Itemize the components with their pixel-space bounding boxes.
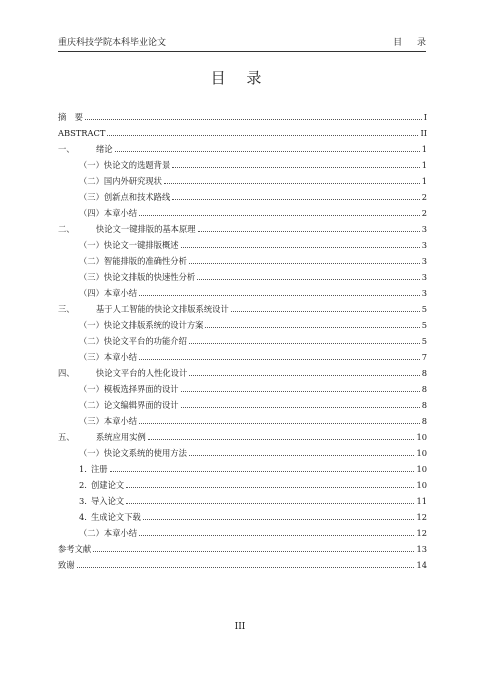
toc-entry-page: 12 xyxy=(416,512,427,522)
toc-entry-title: 基于人工智能的快论文排版系统设计 xyxy=(96,304,229,314)
dot-leader xyxy=(139,535,414,536)
toc-entry-number: 一、 xyxy=(58,144,75,154)
toc-entry[interactable] xyxy=(58,234,427,250)
dot-leader xyxy=(93,551,414,552)
running-header xyxy=(58,35,432,52)
toc-entry-number: 四、 xyxy=(58,368,75,378)
toc-entry-title: 摘 要 xyxy=(58,112,83,122)
toc-entry[interactable] xyxy=(58,298,427,314)
toc-entry-page: 5 xyxy=(421,320,427,330)
toc-entry-title: （三）创新点和技术路线 xyxy=(79,192,171,202)
toc-entry-label xyxy=(79,448,187,458)
dot-leader xyxy=(126,487,414,488)
toc-entry-page: 11 xyxy=(416,496,427,506)
page-title: 目 录 xyxy=(210,69,270,87)
dot-leader xyxy=(126,503,414,504)
dot-leader xyxy=(189,375,419,376)
dot-leader xyxy=(115,151,420,152)
toc-entry-page: 8 xyxy=(421,368,427,378)
toc-entry-title: （四）本章小结 xyxy=(79,288,138,298)
dot-leader xyxy=(77,567,415,568)
toc-entry-title: （二）论文编辑界面的设计 xyxy=(79,400,179,410)
toc-entry[interactable] xyxy=(58,378,427,394)
toc-entry-number: 五、 xyxy=(58,432,75,442)
dot-leader xyxy=(231,311,420,312)
toc-entry-label xyxy=(58,432,146,442)
dot-leader xyxy=(205,327,419,328)
table-of-contents xyxy=(58,106,427,570)
toc-entry[interactable] xyxy=(58,266,427,282)
toc-entry-title: 参考文献 xyxy=(58,544,92,554)
toc-entry[interactable] xyxy=(58,106,427,122)
toc-entry[interactable] xyxy=(58,138,427,154)
toc-entry[interactable] xyxy=(58,394,427,410)
toc-entry-page: 13 xyxy=(416,544,427,554)
toc-entry-title: （二）本章小结 xyxy=(79,528,138,538)
toc-entry[interactable] xyxy=(58,202,427,218)
toc-entry-title: （三）本章小结 xyxy=(79,352,138,362)
toc-entry-label xyxy=(58,544,91,554)
toc-entry-title: （一）快论文的选题背景 xyxy=(79,160,171,170)
toc-entry-title: 致谢 xyxy=(58,560,75,570)
dot-leader xyxy=(197,279,420,280)
toc-entry-label xyxy=(79,208,137,218)
toc-entry-page: 5 xyxy=(421,336,427,346)
toc-entry[interactable] xyxy=(58,186,427,202)
toc-entry-page: 8 xyxy=(421,400,427,410)
toc-entry-label xyxy=(58,112,83,122)
toc-entry[interactable] xyxy=(58,330,427,346)
toc-entry-label xyxy=(58,144,113,154)
toc-entry-label xyxy=(79,384,179,394)
toc-entry-page: 3 xyxy=(421,288,427,298)
toc-entry-number: 3. xyxy=(79,496,87,506)
toc-entry-label xyxy=(58,560,75,570)
toc-entry-title: （三）本章小结 xyxy=(79,416,138,426)
toc-entry[interactable] xyxy=(58,250,427,266)
toc-entry-page: II xyxy=(420,128,427,138)
toc-entry-title: 快论文一键排版的基本原理 xyxy=(96,224,196,234)
toc-entry-label xyxy=(79,480,124,490)
header-section-title: 目 录 xyxy=(393,38,432,48)
toc-entry-page: 3 xyxy=(421,224,427,234)
toc-entry-title: 生成论文下载 xyxy=(91,512,141,522)
dot-leader xyxy=(85,119,422,120)
toc-entry-page: 2 xyxy=(421,208,427,218)
toc-entry[interactable] xyxy=(58,506,427,522)
dot-leader xyxy=(107,135,418,136)
dot-leader xyxy=(189,455,415,456)
dot-leader xyxy=(181,391,420,392)
toc-entry[interactable] xyxy=(58,362,427,378)
toc-entry-label xyxy=(79,288,137,298)
toc-entry-page: 1 xyxy=(421,160,427,170)
toc-entry[interactable] xyxy=(58,218,427,234)
toc-entry-page: 10 xyxy=(416,480,427,490)
toc-entry[interactable] xyxy=(58,346,427,362)
toc-entry-page: 1 xyxy=(421,144,427,154)
toc-entry[interactable] xyxy=(58,458,427,474)
dot-leader xyxy=(198,231,420,232)
dot-leader xyxy=(172,167,419,168)
toc-entry-page: 3 xyxy=(421,272,427,282)
dot-leader xyxy=(139,215,420,216)
toc-entry-number: 2. xyxy=(79,480,87,490)
toc-entry[interactable] xyxy=(58,154,427,170)
toc-entry-page: I xyxy=(423,112,427,122)
toc-entry[interactable] xyxy=(58,410,427,426)
dot-leader xyxy=(139,295,420,296)
dot-leader xyxy=(148,439,415,440)
toc-entry-page: 10 xyxy=(416,464,427,474)
toc-entry-number: 二、 xyxy=(58,224,75,234)
toc-entry-label xyxy=(79,464,108,474)
toc-entry[interactable] xyxy=(58,522,427,538)
toc-entry-page: 10 xyxy=(416,448,427,458)
toc-entry-label xyxy=(58,368,187,378)
toc-entry-page: 1 xyxy=(421,176,427,186)
toc-entry-page: 3 xyxy=(421,240,427,250)
toc-entry-number: 三、 xyxy=(58,304,75,314)
dot-leader xyxy=(110,471,415,472)
toc-entry[interactable] xyxy=(58,314,427,330)
toc-entry-page: 8 xyxy=(421,416,427,426)
toc-entry-number: 1. xyxy=(79,464,87,474)
toc-entry-title: 快论文平台的人性化设计 xyxy=(96,368,188,378)
toc-entry[interactable] xyxy=(58,442,427,458)
toc-entry[interactable] xyxy=(58,122,427,138)
toc-entry-page: 8 xyxy=(421,384,427,394)
toc-entry-page: 2 xyxy=(421,192,427,202)
dot-leader xyxy=(181,407,420,408)
page-number: III xyxy=(234,622,246,632)
toc-entry-title: （三）快论文排版的快速性分析 xyxy=(79,272,196,282)
toc-entry[interactable] xyxy=(58,170,427,186)
toc-entry-title: 绪论 xyxy=(96,144,113,154)
dot-leader xyxy=(172,199,419,200)
dot-leader xyxy=(164,183,420,184)
toc-entry-label xyxy=(79,320,203,330)
toc-entry-label xyxy=(79,192,170,202)
toc-entry-page: 7 xyxy=(421,352,427,362)
dot-leader xyxy=(139,359,420,360)
toc-entry-title: 注册 xyxy=(91,464,108,474)
toc-entry-label xyxy=(79,240,179,250)
toc-entry[interactable] xyxy=(58,490,427,506)
toc-entry-title: ABSTRACT xyxy=(58,128,106,138)
toc-entry[interactable] xyxy=(58,282,427,298)
toc-entry-label xyxy=(79,160,170,170)
toc-entry-title: （一）快论文一键排版概述 xyxy=(79,240,179,250)
dot-leader xyxy=(189,343,420,344)
toc-entry-label xyxy=(58,224,196,234)
toc-entry-label xyxy=(79,176,162,186)
toc-entry-label xyxy=(79,272,195,282)
dot-leader xyxy=(189,263,420,264)
toc-entry-title: （一）快论文系统的使用方法 xyxy=(79,448,187,458)
toc-entry-label xyxy=(58,128,105,138)
toc-entry-label xyxy=(79,352,137,362)
toc-entry-label xyxy=(79,400,179,410)
toc-entry-number: 4. xyxy=(79,512,87,522)
toc-entry-page: 5 xyxy=(421,304,427,314)
toc-entry-title: （二）国内外研究现状 xyxy=(79,176,162,186)
toc-entry[interactable] xyxy=(58,426,427,442)
toc-entry-title: （二）快论文平台的功能介绍 xyxy=(79,336,187,346)
header-school-title: 重庆科技学院本科毕业论文 xyxy=(58,38,167,48)
toc-entry-page: 14 xyxy=(416,560,427,570)
toc-entry-title: （二）智能排版的准确性分析 xyxy=(79,256,187,266)
toc-entry[interactable] xyxy=(58,474,427,490)
dot-leader xyxy=(139,423,420,424)
dot-leader xyxy=(181,247,420,248)
toc-entry-label xyxy=(79,416,137,426)
toc-entry-page: 12 xyxy=(416,528,427,538)
toc-entry-label xyxy=(79,336,187,346)
toc-entry-label xyxy=(58,304,229,314)
toc-entry-label xyxy=(79,512,141,522)
toc-entry-label xyxy=(79,528,137,538)
dot-leader xyxy=(143,519,415,520)
toc-entry-page: 10 xyxy=(416,432,427,442)
toc-entry-title: 导入论文 xyxy=(91,496,125,506)
toc-entry-title: （四）本章小结 xyxy=(79,208,138,218)
toc-entry-label xyxy=(79,256,187,266)
toc-entry[interactable] xyxy=(58,538,427,554)
toc-entry-title: 创建论文 xyxy=(91,480,125,490)
toc-entry[interactable] xyxy=(58,554,427,570)
toc-entry-title: （一）模板选择界面的设计 xyxy=(79,384,179,394)
toc-entry-title: （一）快论文排版系统的设计方案 xyxy=(79,320,204,330)
toc-entry-label xyxy=(79,496,124,506)
toc-entry-title: 系统应用实例 xyxy=(96,432,146,442)
toc-entry-page: 3 xyxy=(421,256,427,266)
